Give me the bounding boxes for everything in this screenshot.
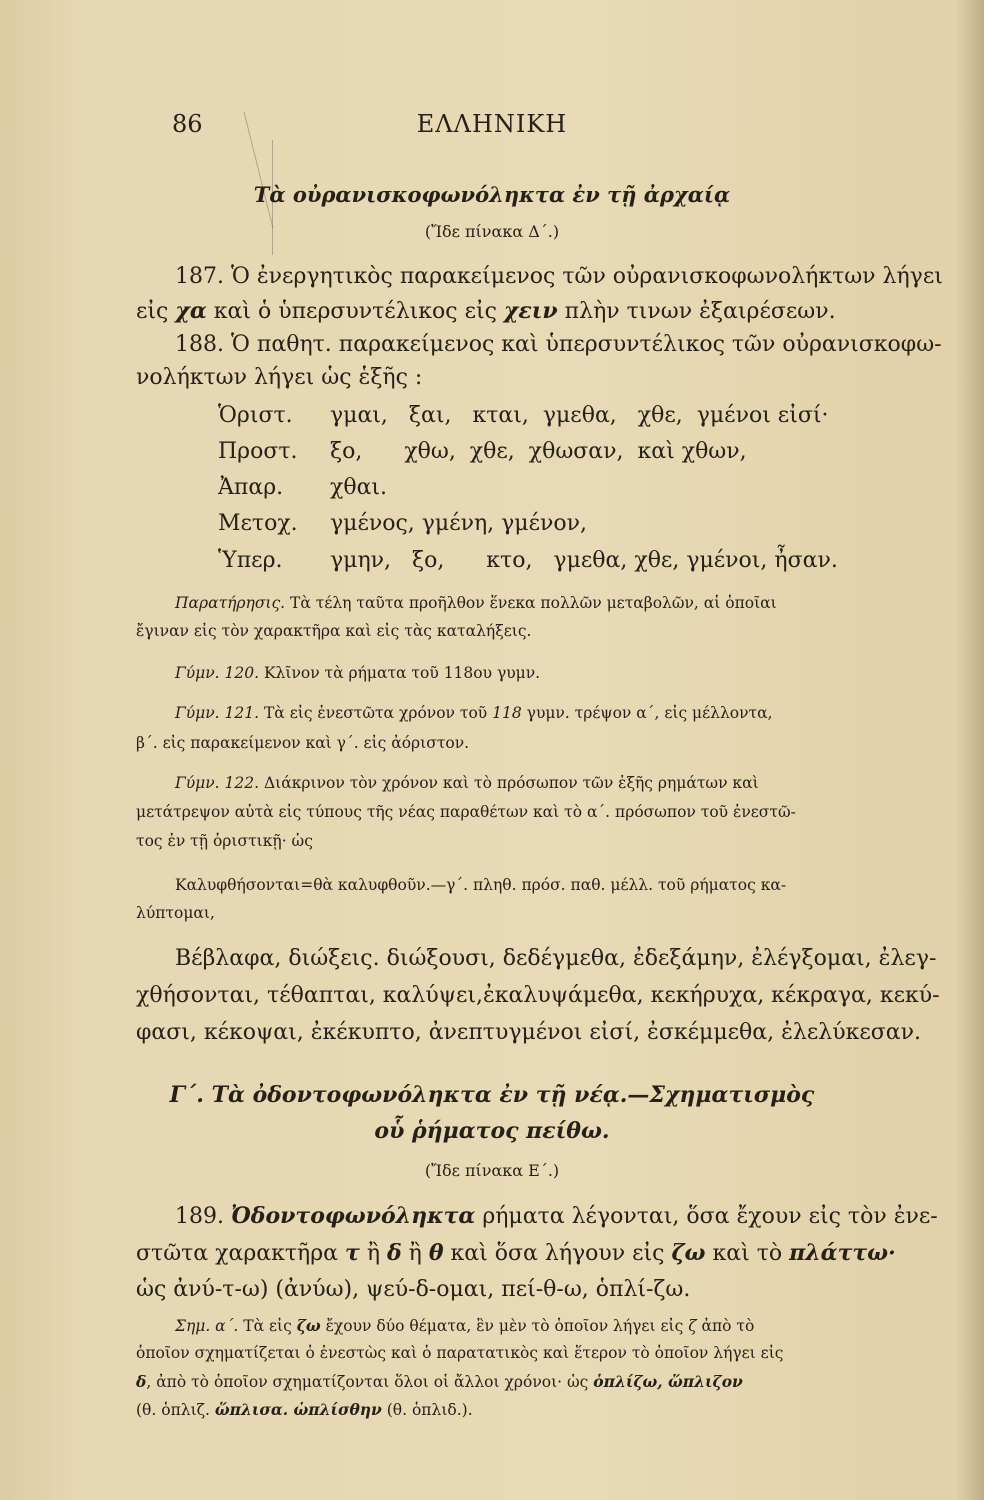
conjugation-label: Προστ. <box>218 439 298 464</box>
paragraph-189-line: 189. Ὀδοντοφωνόληκτα ρήματα λέγονται, ὅσα ἔχουν εἰς τὸν ἐνε- <box>175 1203 938 1229</box>
remark-line: Παρατήρησις. Τὰ τέλη ταῦτα προῆλθον ἕνεκα πολλῶν μεταβολῶν, αἱ ὁποῖαι <box>175 594 777 612</box>
note-line: δ, ἀπὸ τὸ ὁποῖον σχηματίζονται ὅλοι οἱ ἄλλοι χρόνοι· ὡς ὁπλίζω, ὥπλιζον <box>136 1372 743 1391</box>
paragraph-188-line: νολήκτων λήγει ὡς ἑξῆς : <box>136 365 423 390</box>
section-heading: οὗ ῥήματος πείθω. <box>374 1118 610 1144</box>
note-line: ὁποῖον σχηματίζεται ὁ ἐνεστὼς καὶ ὁ παρατατικὸς καὶ ἕτερον τὸ ὁποῖον λήγει εἰς <box>136 1344 784 1362</box>
remark-line: ἔγιναν εἰς τὸν χαρακτῆρα καὶ εἰς τὰς καταλήξεις. <box>136 622 532 640</box>
table-reference: (Ἴδε πίνακα Ε΄.) <box>424 1161 560 1180</box>
paragraph-188-line: 188. Ὁ παθητ. παρακείμενος καὶ ὑπερσυντέλικος τῶν οὐρανισκοφω- <box>175 332 942 357</box>
conjugation-forms: χθαι. <box>330 475 388 500</box>
word-list-line: Βέβλαφα, διώξεις. διώξουσι, δεδέγμεθα, ἐδεξάμην, ἐλέγξομαι, ἐλεγ- <box>175 946 937 971</box>
running-title: ΕΛΛΗΝΙΚΗ <box>416 110 568 138</box>
conjugation-forms: ξο, χθω, χθε, χθωσαν, καὶ χθων, <box>330 439 747 464</box>
section-heading: Γ΄. Τὰ ὀδοντοφωνόληκτα ἐν τῇ νέᾳ.—Σχηματισμὸς <box>169 1082 815 1108</box>
table-reference: (Ἴδε πίνακα Δ΄.) <box>424 222 560 241</box>
paragraph-189-line: στῶτα χαρακτῆρα τ ἢ δ ἢ θ καὶ ὅσα λήγουν εἰς ζω καὶ τὸ πλάττω· <box>136 1240 896 1266</box>
word-list-line: φασι, κέκοψαι, ἐκέκυπτο, ἀνεπτυγμένοι εἰσί, ἐσκέμμεθα, ἐλελύκεσαν. <box>136 1020 921 1045</box>
note-line: Σημ. α΄. Τὰ εἰς ζω ἔχουν δύο θέματα, ἓν μὲν τὸ ὁποῖον λήγει εἰς ζ ἀπὸ τὸ <box>175 1316 755 1335</box>
exercise-121-line: β΄. εἰς παρακείμενον καὶ γ΄. εἰς ἀόριστον. <box>136 734 470 752</box>
conjugation-forms: γμένος, γμένη, γμένον, <box>330 511 587 536</box>
paragraph-189-line: ὡς ἀνύ-τ-ω) (ἀνύω), ψεύ-δ-ομαι, πεί-θ-ω, ὁπλί-ζω. <box>136 1277 691 1302</box>
paragraph-187-line: εἰς χα καὶ ὁ ὑπερσυντέλικος εἰς χειν πλὴν τινων ἐξαιρέσεων. <box>136 298 836 324</box>
conjugation-label: Ὁριστ. <box>218 403 293 428</box>
conjugation-label: Μετοχ. <box>218 511 298 536</box>
exercise-121-line: Γύμν. 121. Τὰ εἰς ἐνεστῶτα χρόνον τοῦ 118 γυμν. τρέψον α΄, εἰς μέλλοντα, <box>175 704 773 722</box>
paragraph-187-line: 187. Ὁ ἐνεργητικὸς παρακείμενος τῶν οὐρανισκοφωνολήκτων λήγει <box>175 264 943 289</box>
exercise-122-line: μετάτρεψον αὐτὰ εἰς τύπους τῆς νέας παραθέτων καὶ τὸ α΄. πρόσωπον τοῦ ἐνεστῶ- <box>136 803 796 821</box>
exercise-122-line: λύπτομαι, <box>136 904 215 922</box>
conjugation-forms: γμαι, ξαι, κται, γμεθα, χθε, γμένοι εἰσί· <box>330 403 829 428</box>
exercise-122-line: Καλυφθήσονται=θὰ καλυφθοῦν.—γ΄. πληθ. πρόσ. παθ. μέλλ. τοῦ ρήματος κα- <box>175 876 787 894</box>
conjugation-label: Ἀπαρ. <box>218 475 284 500</box>
note-line: (θ. ὁπλιζ. ὥπλισα. ὡπλίσθην (θ. ὁπλιδ.). <box>136 1400 473 1419</box>
exercise-122-line: Γύμν. 122. Διάκρινον τὸν χρόνον καὶ τὸ πρόσωπον τῶν ἑξῆς ρημάτων καὶ <box>175 774 759 792</box>
conjugation-label: Ὑπερ. <box>218 548 283 573</box>
section-heading: Τὰ οὐρανισκοφωνόληκτα ἐν τῇ ἀρχαίᾳ <box>253 182 731 207</box>
word-list-line: χθήσονται, τέθαπται, καλύψει,ἐκαλυψάμεθα, κεκήρυχα, κέκραγα, κεκύ- <box>136 983 940 1008</box>
page-number: 86 <box>172 110 203 138</box>
exercise-120: Γύμν. 120. Κλῖνον τὰ ρήματα τοῦ 118ου γυμν. <box>175 664 541 682</box>
exercise-122-line: τος ἐν τῇ ὁριστικῇ· ὡς <box>136 832 313 850</box>
conjugation-forms: γμην, ξο, κτο, γμεθα, χθε, γμένοι, ἦσαν. <box>330 548 838 573</box>
